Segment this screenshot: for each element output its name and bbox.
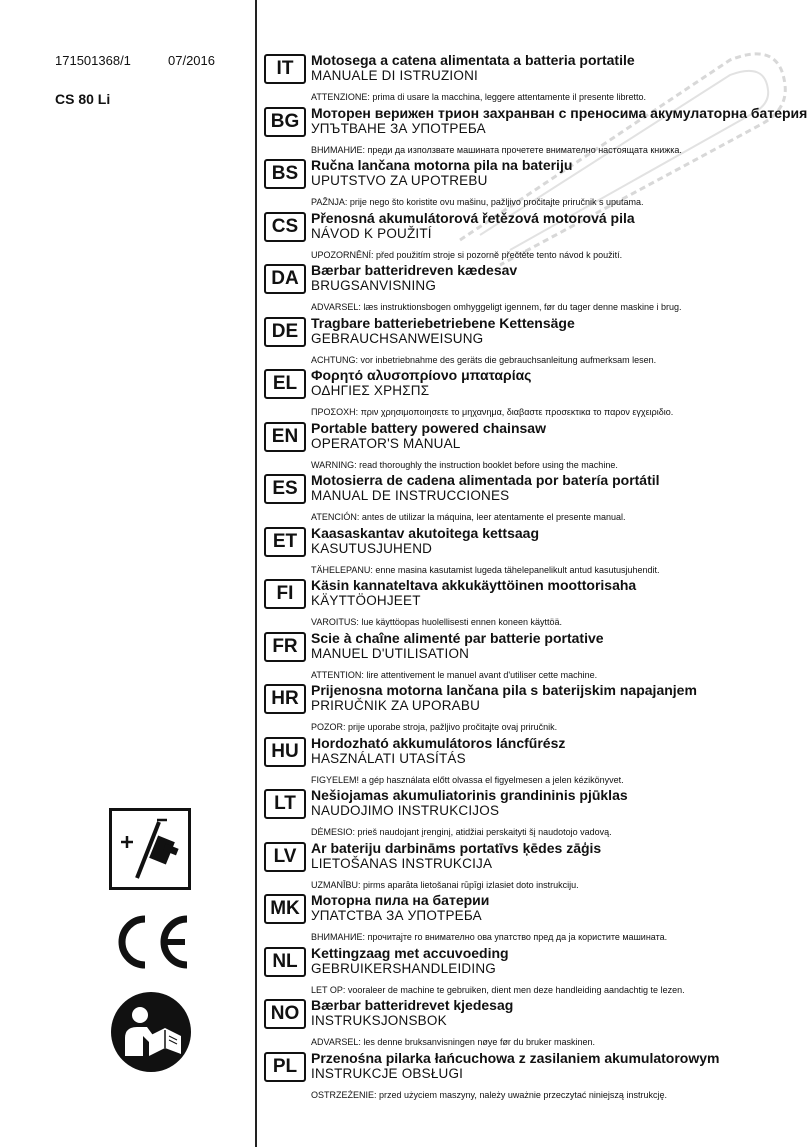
entry-subtitle: BRUGSANVISNING	[311, 278, 437, 293]
entry-warning: ATTENTION: lire attentivement le manuel avant d'utiliser cette machine.	[311, 669, 598, 680]
language-code-badge: HR	[264, 684, 306, 714]
language-code-badge: ET	[264, 527, 306, 557]
entry-warning: ATTENZIONE: prima di usare la macchina, leggere attentamente il presente libretto.	[311, 92, 646, 102]
language-code-badge: NL	[264, 947, 306, 977]
entry-nl	[264, 945, 804, 998]
entry-subtitle: NAUDOJIMO INSTRUKCIJOS	[311, 803, 500, 818]
entry-hu	[264, 735, 804, 788]
entry-warning: ΠΡΟΣΟΧΗ: πριν χρησιμοποιησετε το μηχανημα, διαβαστε προσεκτικα το παρον εγχειριδιο.	[311, 407, 674, 417]
entry-bg	[264, 104, 808, 158]
language-code-badge: ES	[264, 474, 306, 504]
entry-de	[264, 315, 804, 368]
entry-warning: WARNING: read thoroughly the instruction booklet before using the machine.	[311, 459, 618, 470]
entry-title: Ar bateriju darbināms portatīvs ķēdes zāģis	[311, 839, 602, 856]
entry-title: Ručna lančana motorna pila na bateriju	[311, 157, 573, 173]
entry-warning: POZOR: prije uporabe stroja, pažljivo pročitajte ovaj priručnik.	[311, 722, 558, 732]
entry-mk	[264, 892, 804, 945]
entry-warning: ВНИМАНИЕ: прочитајте го внимателно ова упатство пред да ја користите машината.	[311, 932, 668, 942]
entry-title: Kettingzaag met accuvoeding	[311, 944, 509, 961]
entry-subtitle: УПЪТВАНЕ ЗА УПОТРЕБА	[311, 120, 486, 136]
entry-subtitle: PRIRUČNIK ZA UPORABU	[311, 698, 481, 713]
entry-warning: PAŽNJA: prije nego što koristite ovu mašinu, pažljivo pročitajte priručnik s uputama.	[311, 197, 644, 207]
entry-da	[264, 262, 804, 315]
entry-title: Přenosná akumulátorová řetězová motorová pila	[311, 209, 635, 226]
entry-es	[264, 472, 804, 525]
entry-subtitle: UPUTSTVO ZA UPOTREBU	[311, 173, 488, 188]
entry-title: Käsin kannateltava akkukäyttöinen moottorisaha	[311, 577, 637, 593]
entry-warning: DĖMESIO: prieš naudojant įrenginį, atidžiai perskaityti šį naudotojo vadovą.	[311, 827, 612, 837]
entry-warning: ATENCIÓN: antes de utilizar la máquina, leer atentamente el presente manual.	[311, 512, 626, 522]
language-code-badge: PL	[264, 1052, 306, 1082]
entry-title: Bærbar batteridreven kædesav	[311, 262, 518, 278]
entry-hr	[264, 682, 804, 735]
entry-subtitle: OPERATOR'S MANUAL	[311, 435, 461, 451]
entry-warning: UZMANĪBU: pirms aparāta lietošanai rūpīgi izlasiet doto instrukciju.	[311, 879, 579, 890]
entry-title: Portable battery powered chainsaw	[311, 419, 546, 436]
entry-warning: VAROITUS: lue käyttöopas huolellisesti ennen koneen käyttöä.	[311, 617, 562, 627]
language-code-badge: FI	[264, 579, 306, 609]
document-code: 171501368/1	[55, 53, 131, 68]
entry-warning: ACHTUNG: vor inbetriebnahme des geräts die gebrauchsanleitung aufmerksam lesen.	[311, 354, 657, 365]
entry-subtitle: MANUEL D'UTILISATION	[311, 645, 470, 661]
entry-subtitle: УПАТСТВА ЗА УПОТРЕБА	[311, 908, 482, 923]
language-code-badge: IT	[264, 54, 306, 84]
entry-no	[264, 997, 804, 1050]
entry-title: Motosierra de cadena alimentada por batería portátil	[311, 472, 660, 488]
language-code-badge: HU	[264, 737, 306, 767]
entry-el	[264, 367, 804, 420]
entry-subtitle: NÁVOD K POUŽITÍ	[311, 225, 432, 241]
entry-subtitle: LIETOŠANAS INSTRUKCIJA	[311, 855, 493, 871]
entry-warning: ADVARSEL: læs instruktionsbogen omhyggeligt igennem, før du tager denne maskine i brug.	[311, 302, 682, 312]
entry-fr	[264, 630, 804, 683]
entry-et	[264, 525, 804, 578]
entry-warning: ADVARSEL: les denne bruksanvisningen nøye før du bruker maskinen.	[311, 1037, 595, 1047]
entry-title: Φορητό αλυσοπρίονο μπαταρίας	[311, 367, 532, 383]
language-code-badge: DE	[264, 317, 306, 347]
language-code-badge: BG	[264, 107, 306, 137]
entry-subtitle: KASUTUSJUHEND	[311, 540, 433, 556]
entry-subtitle: INSTRUKCJE OBSŁUGI	[311, 1065, 464, 1081]
entry-lt	[264, 787, 804, 840]
language-entries	[264, 52, 808, 1102]
language-code-badge: MK	[264, 894, 306, 924]
entry-fi	[264, 577, 804, 630]
entry-subtitle: MANUALE DI ISTRUZIONI	[311, 68, 478, 83]
entry-subtitle: HASZNÁLATI UTASÍTÁS	[311, 750, 466, 766]
language-code-badge: EL	[264, 369, 306, 399]
entry-title: Motosega a catena alimentata a batteria portatile	[311, 52, 635, 68]
battery-tool-icon	[109, 808, 191, 890]
document-date: 07/2016	[168, 53, 215, 68]
entry-warning: UPOZORNĚNÍ: před použitím stroje si pozorně přečtěte tento návod k použití.	[311, 249, 623, 260]
entry-title: Моторен верижен трион захранван с преносима акумулаторна батерия	[311, 104, 808, 121]
column-divider	[255, 0, 257, 1147]
language-code-badge: CS	[264, 212, 306, 242]
entry-title: Bærbar batteridrevet kjedesag	[311, 997, 514, 1013]
language-code-badge: NO	[264, 999, 306, 1029]
entry-title: Nešiojamas akumuliatorinis grandininis pjūklas	[311, 787, 628, 803]
entry-title: Tragbare batteriebetriebene Kettensäge	[311, 314, 575, 331]
entry-subtitle: GEBRUIKERSHANDLEIDING	[311, 960, 496, 976]
language-code-badge: BS	[264, 159, 306, 189]
entry-title: Моторна пила на батерии	[311, 892, 490, 908]
entry-title: Przenośna pilarka łańcuchowa z zasilaniem akumulatorowym	[311, 1049, 720, 1066]
language-code-badge: LT	[264, 789, 306, 819]
entry-warning: LET OP: vooraleer de machine te gebruiken, dient men deze handleiding aandachtig te lezen.	[311, 984, 685, 995]
entry-title: Prijenosna motorna lančana pila s baterijskim napajanjem	[311, 682, 697, 698]
entry-pl	[264, 1050, 804, 1103]
entry-it	[264, 52, 804, 105]
model-name: CS 80 Li	[55, 91, 111, 107]
entry-warning: FIGYELEM! a gép használata előtt olvassa el figyelmesen a jelen kézikönyvet.	[311, 774, 624, 785]
entry-title: Kaasaskantav akutoitega kettsaag	[311, 524, 539, 541]
entry-subtitle: ΟΔΗΓΙΕΣ ΧΡΗΣΠΣ	[311, 383, 430, 398]
entry-title: Scie à chaîne alimenté par batterie portative	[311, 629, 604, 646]
entry-cs	[264, 210, 804, 263]
entry-subtitle: MANUAL DE INSTRUCCIONES	[311, 488, 510, 503]
entry-subtitle: INSTRUKSJONSBOK	[311, 1013, 447, 1028]
language-code-badge: LV	[264, 842, 306, 872]
entry-warning: OSTRZEŻENIE: przed użyciem maszyny, należy uważnie przeczytać niniejszą instrukcję.	[311, 1089, 667, 1100]
entry-warning: TÄHELEPANU: enne masina kasutamist lugeda tähelepanelikult antud kasutusjuhendit.	[311, 564, 660, 575]
entry-subtitle: KÄYTTÖOHJEET	[311, 593, 421, 608]
language-code-badge: FR	[264, 632, 306, 662]
entry-warning: ВНИМАНИЕ: преди да използвате машината прочетете внимателно настоящата книжка.	[311, 144, 682, 155]
entry-title: Hordozható akkumulátoros láncfűrész	[311, 734, 566, 751]
language-code-badge: DA	[264, 264, 306, 294]
language-code-badge: EN	[264, 422, 306, 452]
entry-subtitle: GEBRAUCHSANWEISUNG	[311, 330, 484, 346]
ce-mark-icon	[109, 913, 191, 971]
entry-bs	[264, 157, 804, 210]
entry-en	[264, 420, 804, 473]
left-column	[0, 0, 255, 1147]
entry-lv	[264, 840, 804, 893]
read-manual-icon	[109, 990, 193, 1074]
